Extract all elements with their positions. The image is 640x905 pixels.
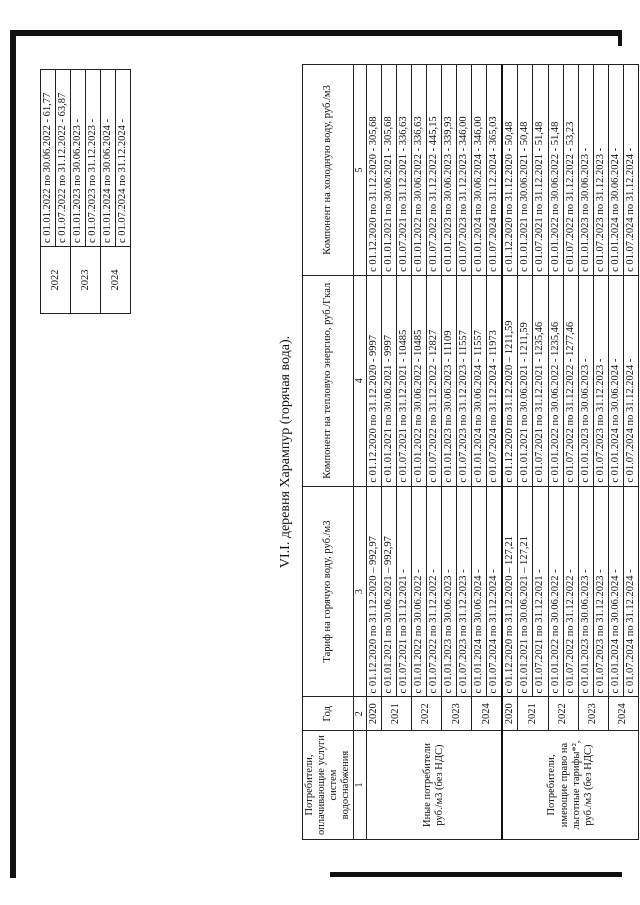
- tariff-value-cell: с 01.07.2024 по 31.12.2024 -: [623, 275, 638, 486]
- year-cell: 2024: [101, 247, 131, 314]
- tariff-value-cell: с 01.07.2024 по 31.12.2024 - 365,03: [487, 65, 503, 276]
- table-row: [578, 65, 593, 840]
- tariff-value-cell: с 01.07.2024 по 31.12.2024 -: [623, 65, 638, 276]
- tariff-value-cell: с 01.01.2023 по 30.06.2023 -: [578, 486, 593, 697]
- tariff-value-cell: с 01.01.2022 по 30.06.2022 -: [548, 486, 563, 697]
- tariff-value-cell: с 01.01.2021 по 30.06.2021 - 305,68: [381, 65, 396, 276]
- tariff-value-cell: с 01.12.2020 по 31.12.2020 - 9997: [366, 275, 381, 486]
- tariff-value-cell: с 01.01.2024 по 30.06.2024 -: [472, 486, 487, 697]
- section-title: VI.I. деревня Харампур (горячая вода).: [278, 335, 293, 569]
- top-table-row: [41, 70, 56, 841]
- tariff-value-cell: с 01.01.2021 по 30.06.2021 - 1211,59: [518, 275, 533, 486]
- tariff-value-cell: с 01.07.2021 по 31.12.2021 - 10485: [396, 275, 411, 486]
- tariff-value-cell: с 01.07.2022 по 31.12.2022 -: [563, 486, 578, 697]
- tariff-value-cell: с 01.01.2024 по 30.06.2024 -: [608, 65, 623, 276]
- tariff-value-cell: с 01.07.2021 по 31.12.2021 - 336,63: [396, 65, 411, 276]
- tariff-value-cell: с 01.07.2022 по 31.12.2022 - 1277,46: [563, 275, 578, 486]
- tariff-value-cell: с 01.01.2024 по 30.06.2024 - 346,00: [472, 65, 487, 276]
- table-row: [502, 65, 518, 840]
- tariff-value-cell: с 01.12.2020 по 31.12.2020 – 992,97: [366, 486, 381, 697]
- tariff-value-cell: с 01.01.2023 по 30.06.2023 -: [442, 486, 457, 697]
- blank-cell: [101, 314, 131, 841]
- tariff-value-cell: с 01.01.2023 по 30.06.2023 - 11109: [442, 275, 457, 486]
- table-row: [381, 65, 396, 840]
- value-cell: с 01.01.2024 по 30.06.2024 -: [101, 70, 116, 247]
- tariff-value-cell: с 01.07.2022 по 31.12.2022 -: [427, 486, 442, 697]
- tariff-value-cell: с 01.12.2020 по 31.12.2020 - 305,68: [366, 65, 381, 276]
- top-table-row: [71, 70, 86, 841]
- tariff-value-cell: с 01.07.2023 по 31.12.2023 - 11557: [457, 275, 472, 486]
- tariff-value-cell: с 01.01.2022 по 30.06.2022 -: [411, 486, 426, 697]
- consumer-group-label: Иные потребители руб./м3 (без НДС): [366, 731, 502, 840]
- tariff-value-cell: с 01.07.2021 по 31.12.2021 -: [396, 486, 411, 697]
- year-cell: 2024: [608, 697, 638, 731]
- tariff-value-cell: с 01.07.2021 по 31.12.2021 -: [533, 486, 548, 697]
- year-cell: 2020: [502, 697, 518, 731]
- year-cell: 2024: [472, 697, 503, 731]
- column-number: 5: [354, 65, 367, 276]
- tariff-value-cell: с 01.07.2022 по 31.12.2022 - 12827: [427, 275, 442, 486]
- tariff-value-cell: с 01.07.2023 по 31.12.2023 -: [593, 65, 608, 276]
- tariff-value-cell: с 01.07.2023 по 31.12.2023 -: [593, 486, 608, 697]
- table-row: [411, 65, 426, 840]
- year-cell: 2022: [548, 697, 578, 731]
- year-cell: 2021: [518, 697, 548, 731]
- tariff-value-cell: с 01.01.2022 по 30.06.2022 - 1235,46: [548, 275, 563, 486]
- tariff-value-cell: с 01.07.2022 по 31.12.2022 - 53,23: [563, 65, 578, 276]
- tariff-value-cell: с 01.01.2022 по 30.06.2022 - 336,63: [411, 65, 426, 276]
- top-table-fragment: [40, 69, 131, 840]
- year-cell: 2022: [41, 247, 71, 314]
- tariff-value-cell: с 01.01.2022 по 30.06.2022 - 10485: [411, 275, 426, 486]
- column-number: 3: [354, 486, 367, 697]
- header-hot-water-tariff: Тариф на горячую воду, руб./м3: [303, 486, 354, 697]
- table-row: [366, 65, 381, 840]
- tariff-value-cell: с 01.01.2024 по 30.06.2024 - 11557: [472, 275, 487, 486]
- tariff-value-cell: с 01.01.2024 по 30.06.2024 -: [608, 486, 623, 697]
- column-number: 4: [354, 275, 367, 486]
- year-cell: 2020: [366, 697, 381, 731]
- tariff-value-cell: с 01.07.2022 по 31.12.2022 - 445,15: [427, 65, 442, 276]
- value-cell: с 01.07.2024 по 31.12.2024 -: [116, 70, 131, 247]
- tariff-value-cell: с 01.12.2020 по 31.12.2020 – 127,21: [502, 486, 518, 697]
- tariff-value-cell: с 01.07.2023 по 31.12.2023 -: [593, 275, 608, 486]
- value-cell: с 01.07.2022 по 31.12.2022 - 63,87: [56, 70, 71, 247]
- scan-edge-bottom: [330, 872, 622, 877]
- column-number: 1: [354, 731, 367, 840]
- tariff-value-cell: с 01.07.2023 по 31.12.2023 - 346,00: [457, 65, 472, 276]
- tariff-value-cell: с 01.07.2024 по 31.12.2024 -: [487, 486, 503, 697]
- blank-cell: [41, 314, 71, 841]
- scan-edge-left: [10, 30, 16, 878]
- tariff-value-cell: с 01.01.2024 по 30.06.2024 -: [608, 275, 623, 486]
- tariff-value-cell: с 01.07.2024 по 31.12.2024 - 11973: [487, 275, 503, 486]
- tariff-value-cell: с 01.01.2023 по 30.06.2023 - 339,93: [442, 65, 457, 276]
- header-year: Год: [303, 697, 354, 731]
- header-cold-water-component: Компонент на холодную воду, руб./м3: [303, 65, 354, 276]
- year-cell: 2023: [71, 247, 101, 314]
- value-cell: с 01.01.2023 по 30.06.2023 -: [71, 70, 86, 247]
- tariff-value-cell: с 01.07.2024 по 31.12.2024 -: [623, 486, 638, 697]
- tariff-value-cell: с 01.12.2020 по 31.12.2020 – 1211,59: [502, 275, 518, 486]
- table-row: [472, 65, 487, 840]
- column-number-row: [354, 65, 367, 840]
- tariff-value-cell: с 01.01.2022 по 30.06.2022 - 51,48: [548, 65, 563, 276]
- header-consumers: Потребители, оплачивающие услуги систем водоснабжения: [303, 731, 354, 840]
- tariff-value-cell: с 01.01.2021 по 30.06.2021 - 50,48: [518, 65, 533, 276]
- consumer-group-label: Потребители, имеющие право на льготные тарифы*², руб./м3 (без НДС): [502, 731, 638, 840]
- top-table-row: [101, 70, 116, 841]
- value-cell: с 01.01.2022 по 30.06.2022 - 61,77: [41, 70, 56, 247]
- header-row: [303, 65, 354, 840]
- tariff-value-cell: с 01.07.2021 по 31.12.2021 - 51,48: [533, 65, 548, 276]
- tariff-table: [302, 64, 639, 840]
- tariff-value-cell: с 01.07.2023 по 31.12.2023 -: [457, 486, 472, 697]
- table-row: [608, 65, 623, 840]
- tariff-value-cell: с 01.01.2021 по 30.06.2021 – 992,97: [381, 486, 396, 697]
- value-cell: с 01.07.2023 по 31.12.2023 -: [86, 70, 101, 247]
- table-row: [548, 65, 563, 840]
- rotated-page-content: [40, 62, 636, 842]
- scan-edge-corner: [618, 30, 622, 46]
- tariff-value-cell: с 01.07.2021 по 31.12.2021 - 1235,46: [533, 275, 548, 486]
- table-row: [518, 65, 533, 840]
- tariff-value-cell: с 01.01.2023 по 30.06.2023 -: [578, 275, 593, 486]
- year-cell: 2023: [442, 697, 472, 731]
- tariff-value-cell: с 01.12.2020 по 31.12.2020 - 50,48: [502, 65, 518, 276]
- column-number: 2: [354, 697, 367, 731]
- table-row: [442, 65, 457, 840]
- tariff-value-cell: с 01.01.2023 по 30.06.2023 -: [578, 65, 593, 276]
- tariff-value-cell: с 01.01.2021 по 30.06.2021 – 127,21: [518, 486, 533, 697]
- year-cell: 2021: [381, 697, 411, 731]
- blank-cell: [71, 314, 101, 841]
- tariff-value-cell: с 01.01.2021 по 30.06.2021 - 9997: [381, 275, 396, 486]
- header-heat-component: Компонент на тепловую энергию, руб./Гкал: [303, 275, 354, 486]
- year-cell: 2022: [411, 697, 441, 731]
- year-cell: 2023: [578, 697, 608, 731]
- scan-edge-top: [10, 30, 622, 36]
